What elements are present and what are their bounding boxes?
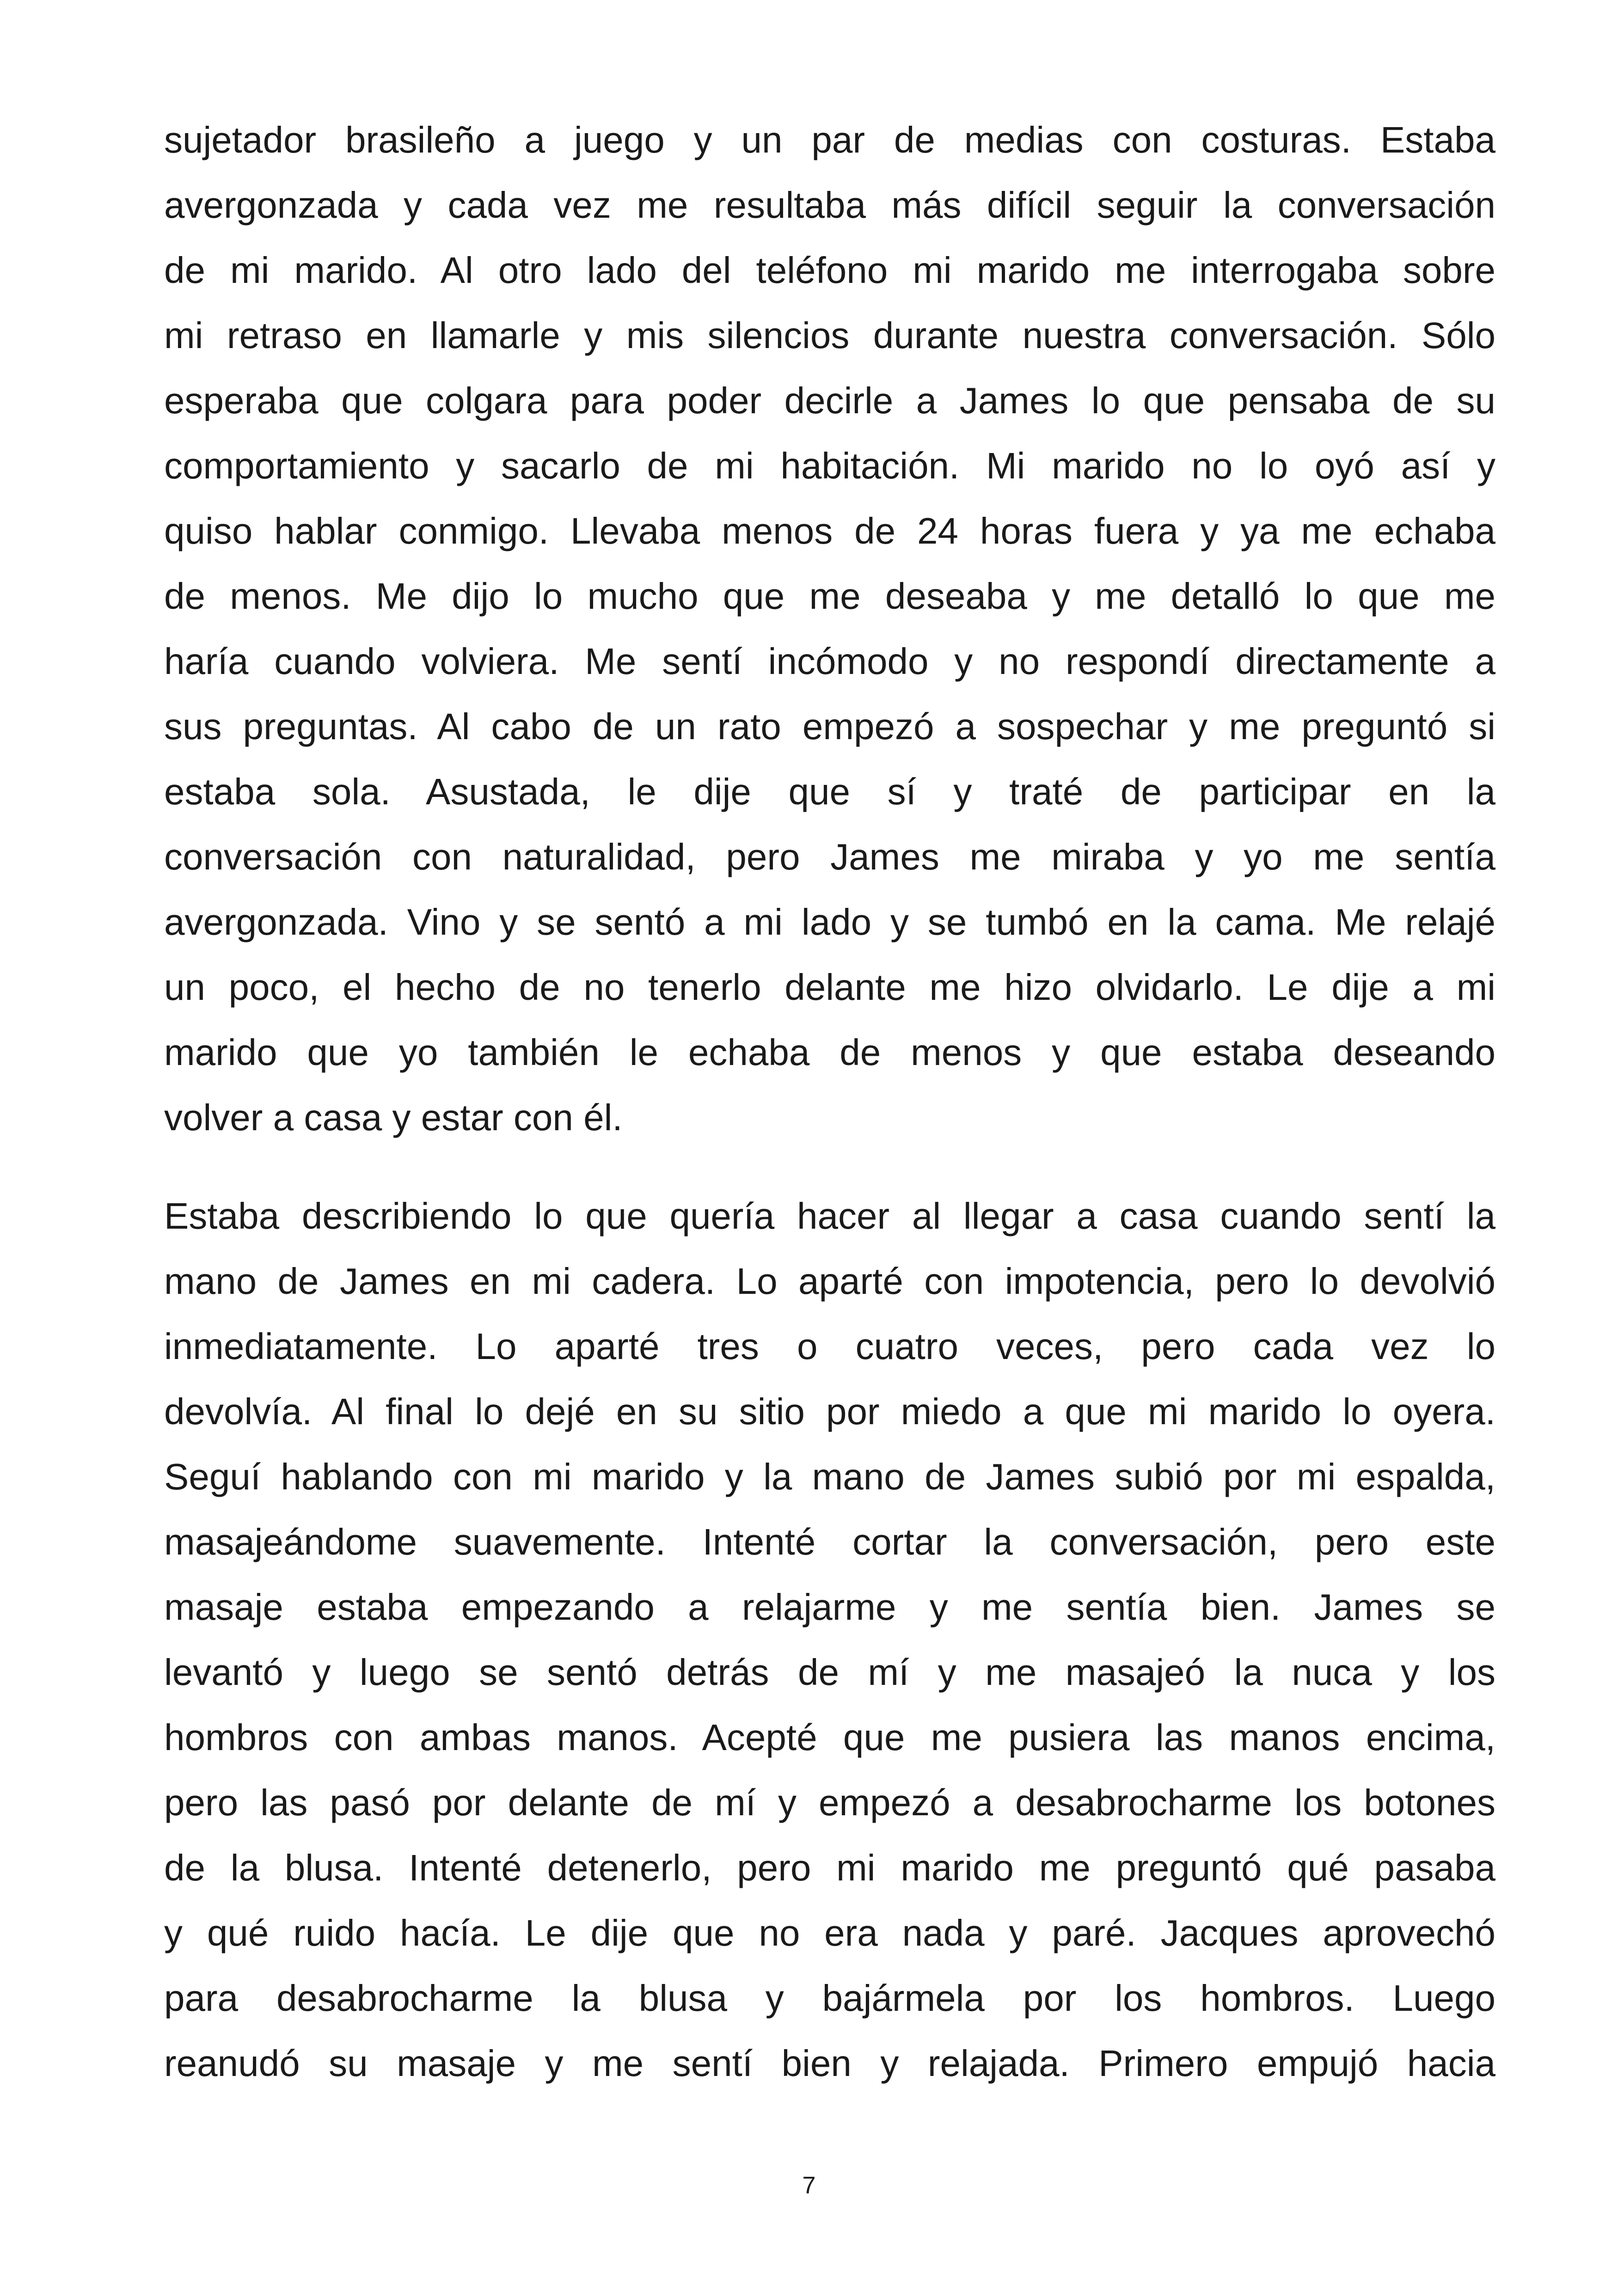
text-line: comportamiento y sacarlo de mi habitación. Mi marido no lo oyó así y [164,445,1495,486]
text-line: masaje estaba empezando a relajarme y me sentía bien. James se [164,1586,1495,1628]
text-line: avergonzada y cada vez me resultaba más difícil seguir la conversación [164,184,1495,226]
text-line: hombros con ambas manos. Acepté que me pusiera las manos encima, [164,1717,1495,1758]
text-line: masajeándome suavemente. Intenté cortar la conversación, pero este [164,1521,1495,1562]
text-line: un poco, el hecho de no tenerlo delante me hizo olvidarlo. Le dije a mi [164,967,1495,1008]
text-line: pero las pasó por delante de mí y empezó a desabrocharme los botones [164,1782,1495,1823]
text-line: esperaba que colgara para poder decirle a James lo que pensaba de su [164,380,1495,421]
text-line: y qué ruido hacía. Le dije que no era nada y paré. Jacques aprovechó [164,1912,1495,1953]
text-line: sujetador brasileño a juego y un par de medias con costuras. Estaba [164,119,1495,160]
page-number: 7 [802,2172,816,2199]
text-line: reanudó su masaje y me sentí bien y relajada. Primero empujó hacia [164,2043,1495,2084]
paragraph-2 [164,1183,1495,2096]
text-line: conversación con naturalidad, pero James me miraba y yo me sentía [164,836,1495,877]
text-line: de mi marido. Al otro lado del teléfono mi marido me interrogaba sobre [164,250,1495,291]
text-line: volver a casa y estar con él. [164,1097,623,1138]
text-line: de menos. Me dijo lo mucho que me deseaba y me detalló lo que me [164,576,1495,617]
text-line: avergonzada. Vino y se sentó a mi lado y se tumbó en la cama. Me relajé [164,901,1495,943]
text-line: de la blusa. Intenté detenerlo, pero mi marido me preguntó qué pasaba [164,1847,1495,1888]
text-line: estaba sola. Asustada, le dije que sí y traté de participar en la [164,771,1495,812]
text-line: sus preguntas. Al cabo de un rato empezó a sospechar y me preguntó si [164,706,1495,747]
text-line: quiso hablar conmigo. Llevaba menos de 24 horas fuera y ya me echaba [164,510,1495,551]
text-line: inmediatamente. Lo aparté tres o cuatro veces, pero cada vez lo [164,1326,1495,1367]
text-line: Seguí hablando con mi marido y la mano de James subió por mi espalda, [164,1456,1495,1497]
text-line: devolvía. Al final lo dejé en su sitio por miedo a que mi marido lo oyera. [164,1391,1495,1432]
text-line: mano de James en mi cadera. Lo aparté con impotencia, pero lo devolvió [164,1261,1495,1302]
text-line: marido que yo también le echaba de menos y que estaba deseando [164,1032,1495,1073]
text-line: Estaba describiendo lo que quería hacer al llegar a casa cuando sentí la [164,1195,1495,1237]
body-text [164,107,1495,2096]
text-line: mi retraso en llamarle y mis silencios durante nuestra conversación. Sólo [164,315,1495,356]
paragraph-1 [164,107,1495,1150]
text-line: para desabrocharme la blusa y bajármela por los hombros. Luego [164,1978,1495,2019]
text-line: haría cuando volviera. Me sentí incómodo y no respondí directamente a [164,641,1495,682]
text-line: levantó y luego se sentó detrás de mí y me masajeó la nuca y los [164,1652,1495,1693]
